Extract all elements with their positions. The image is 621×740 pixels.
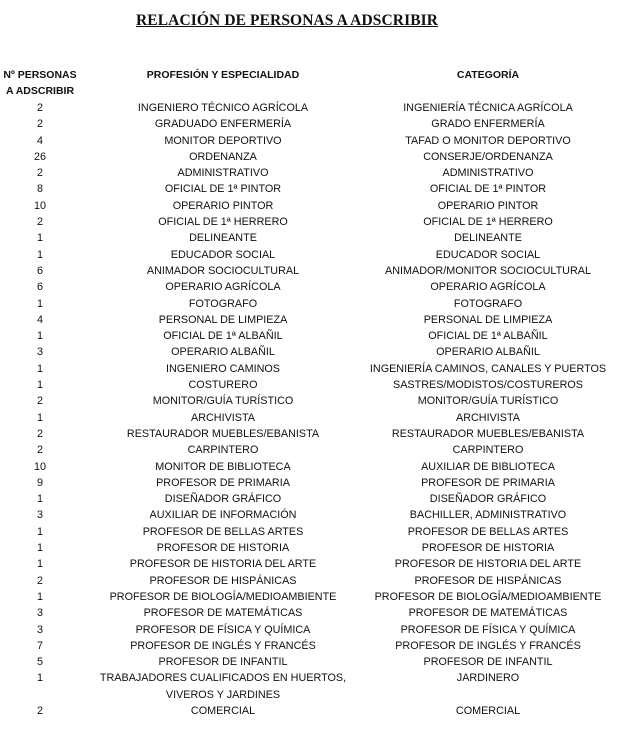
header-quantity [0, 67, 80, 99]
category-cell: PROFESOR DE BELLAS ARTES [407, 525, 569, 538]
profession-cell: ORDENANZA [189, 150, 257, 163]
profession-cell: PROFESOR DE HISTORIA DEL ARTE [129, 558, 317, 571]
header-quantity-line2: A ADSCRIBIR [5, 85, 75, 97]
category-cell: PROFESOR DE HISTORIA DEL ARTE [394, 558, 582, 571]
table-row [0, 654, 621, 670]
quantity-cell: 1 [36, 232, 43, 245]
table-row [0, 622, 621, 638]
category-cell: TAFAD O MONITOR DEPORTIVO [405, 134, 571, 147]
header-profession: PROFESIÓN Y ESPECIALIDAD [146, 69, 300, 81]
table-row [0, 703, 621, 719]
quantity-cell: 1 [36, 542, 43, 555]
table-row [0, 589, 621, 605]
table-row [0, 573, 621, 589]
quantity-cell: 2 [36, 395, 43, 408]
quantity-cell: 7 [36, 639, 43, 652]
table-row [0, 100, 621, 116]
category-cell: PROFESOR DE BIOLOGÍA/MEDIOAMBIENTE [374, 590, 602, 603]
profession-cell: OPERARIO ALBAÑIL [171, 346, 275, 359]
profession-cell: COSTURERO [188, 379, 258, 392]
profession-cell: PROFESOR DE BIOLOGÍA/MEDIOAMBIENTE [109, 590, 337, 603]
table-row [0, 116, 621, 132]
table-row [0, 181, 621, 197]
quantity-cell: 6 [36, 264, 43, 277]
quantity-cell: 9 [36, 476, 43, 489]
category-cell: EDUCADOR SOCIAL [435, 248, 541, 261]
table-row [0, 312, 621, 328]
quantity-cell: 2 [36, 427, 43, 440]
header-quantity-line1: Nº PERSONAS [3, 69, 77, 81]
table-row [0, 230, 621, 246]
profession-cell: DELINEANTE [189, 232, 257, 245]
profession-cell: INGENIERO CAMINOS [166, 362, 280, 375]
quantity-cell: 1 [36, 411, 43, 424]
profession-cell: EDUCADOR SOCIAL [170, 248, 276, 261]
quantity-cell: 10 [33, 199, 46, 212]
personnel-table [0, 100, 621, 719]
quantity-cell: 1 [36, 493, 43, 506]
table-row [0, 459, 621, 475]
category-cell: PROFESOR DE INFANTIL [423, 656, 553, 669]
quantity-cell: 1 [36, 590, 43, 603]
profession-cell: INGENIERO TÉCNICO AGRÍCOLA [137, 102, 309, 114]
category-cell: ADMINISTRATIVO [442, 167, 534, 180]
profession-cell: COMERCIAL [190, 704, 256, 717]
table-row [0, 296, 621, 312]
quantity-cell: 3 [36, 346, 43, 359]
category-cell: BACHILLER, ADMINISTRATIVO [409, 509, 567, 522]
profession-cell: TRABAJADORES CUALIFICADOS EN HUERTOS, VIVEROS Y JARDINES [99, 672, 347, 701]
category-cell: OPERARIO PINTOR [437, 199, 539, 212]
category-cell: PROFESOR DE FÍSICA Y QUÍMICA [400, 623, 576, 636]
table-row [0, 507, 621, 523]
profession-cell: MONITOR/GUÍA TURÍSTICO [152, 395, 294, 408]
quantity-cell: 2 [36, 118, 43, 131]
table-row [0, 524, 621, 540]
category-cell: GRADO ENFERMERÍA [431, 118, 545, 131]
quantity-cell: 2 [36, 216, 43, 229]
table-row [0, 540, 621, 556]
category-cell: OFICIAL DE 1ª HERRERO [423, 216, 553, 229]
document-title: RELACIÓN DE PERSONAS A ADSCRIBIR [136, 12, 439, 29]
category-cell: PROFESOR DE PRIMARIA [421, 476, 555, 489]
category-cell: PROFESOR DE HISPÁNICAS [414, 574, 562, 587]
category-cell: DELINEANTE [454, 232, 522, 245]
quantity-cell: 8 [36, 183, 43, 196]
profession-cell: PROFESOR DE PRIMARIA [156, 476, 290, 489]
table-row [0, 475, 621, 491]
profession-cell: OFICIAL DE 1ª HERRERO [158, 216, 288, 229]
category-cell: PERSONAL DE LIMPIEZA [423, 313, 553, 326]
profession-cell: PROFESOR DE INFANTIL [158, 656, 288, 669]
quantity-cell: 2 [36, 444, 43, 457]
profession-cell: OFICIAL DE 1ª PINTOR [164, 183, 282, 196]
category-cell: PROFESOR DE MATEMÁTICAS [408, 607, 568, 620]
category-cell: FOTOGRAFO [453, 297, 523, 310]
category-cell: JARDINERO [456, 672, 520, 685]
quantity-cell: 1 [36, 558, 43, 571]
profession-cell: PROFESOR DE INGLÉS Y FRANCÉS [130, 639, 316, 652]
quantity-cell: 10 [33, 460, 46, 473]
category-cell: DISEÑADOR GRÁFICO [429, 493, 547, 506]
table-row [0, 670, 621, 703]
table-row [0, 491, 621, 507]
profession-cell: PROFESOR DE HISPÁNICAS [149, 574, 297, 587]
table-row [0, 410, 621, 426]
profession-cell: PROFESOR DE BELLAS ARTES [142, 525, 304, 538]
table-row [0, 263, 621, 279]
profession-cell: OPERARIO AGRÍCOLA [165, 281, 281, 294]
profession-cell: ADMINISTRATIVO [177, 167, 269, 180]
table-row [0, 426, 621, 442]
table-row [0, 605, 621, 621]
profession-cell: PERSONAL DE LIMPIEZA [158, 313, 288, 326]
profession-cell: PROFESOR DE MATEMÁTICAS [143, 607, 303, 620]
table-row [0, 344, 621, 360]
category-cell: COMERCIAL [455, 704, 521, 717]
quantity-cell: 4 [36, 313, 43, 326]
quantity-cell: 3 [36, 509, 43, 522]
category-cell: CARPINTERO [452, 444, 524, 457]
profession-cell: RESTAURADOR MUEBLES/EBANISTA [126, 427, 320, 440]
table-row [0, 361, 621, 377]
quantity-cell: 2 [36, 704, 43, 717]
quantity-cell: 1 [36, 379, 43, 392]
quantity-cell: 3 [36, 623, 43, 636]
table-row [0, 393, 621, 409]
table-row [0, 328, 621, 344]
quantity-cell: 6 [36, 281, 43, 294]
category-cell: CONSERJE/ORDENANZA [423, 150, 553, 163]
profession-cell: ANIMADOR SOCIOCULTURAL [146, 264, 300, 277]
table-row [0, 247, 621, 263]
profession-cell: GRADUADO ENFERMERÍA [154, 118, 292, 131]
profession-cell: PROFESOR DE HISTORIA [156, 542, 290, 555]
profession-cell: CARPINTERO [187, 444, 259, 457]
profession-cell: FOTOGRAFO [188, 297, 258, 310]
table-row [0, 133, 621, 149]
header-category: CATEGORÍA [456, 69, 520, 81]
category-cell: AUXILIAR DE BIBLIOTECA [421, 460, 555, 473]
quantity-cell: 2 [36, 167, 43, 180]
quantity-cell: 1 [36, 672, 43, 685]
table-row [0, 442, 621, 458]
category-cell: OFICIAL DE 1ª ALBAÑIL [428, 330, 548, 343]
category-cell: INGENIERÍA CAMINOS, CANALES Y PUERTOS [369, 362, 607, 375]
category-cell: SASTRES/MODISTOS/COSTUREROS [393, 379, 583, 392]
table-row [0, 377, 621, 393]
category-cell: OFICIAL DE 1ª PINTOR [429, 183, 547, 196]
category-cell: ANIMADOR/MONITOR SOCIOCULTURAL [385, 264, 591, 277]
quantity-cell: 2 [36, 574, 43, 587]
category-cell: MONITOR/GUÍA TURÍSTICO [417, 395, 559, 408]
quantity-cell: 1 [36, 297, 43, 310]
category-cell: RESTAURADOR MUEBLES/EBANISTA [391, 427, 585, 440]
quantity-cell: 26 [33, 150, 46, 163]
category-cell: PROFESOR DE HISTORIA [421, 542, 555, 555]
quantity-cell: 5 [36, 656, 43, 669]
quantity-cell: 1 [36, 248, 43, 261]
category-cell: OPERARIO AGRÍCOLA [430, 281, 546, 294]
profession-cell: OPERARIO PINTOR [172, 199, 274, 212]
profession-cell: AUXILIAR DE INFORMACIÓN [149, 509, 297, 522]
profession-cell: MONITOR DEPORTIVO [164, 134, 282, 147]
table-row [0, 198, 621, 214]
profession-cell: ARCHIVISTA [191, 411, 255, 424]
profession-cell: MONITOR DE BIBLIOTECA [155, 460, 291, 473]
quantity-cell: 2 [36, 102, 43, 114]
category-cell: INGENIERÍA TÉCNICA AGRÍCOLA [403, 102, 573, 114]
category-cell: ARCHIVISTA [456, 411, 520, 424]
table-row [0, 279, 621, 295]
profession-cell: OFICIAL DE 1ª ALBAÑIL [163, 330, 283, 343]
quantity-cell: 3 [36, 607, 43, 620]
table-row [0, 165, 621, 181]
table-row [0, 638, 621, 654]
table-row [0, 556, 621, 572]
category-cell: PROFESOR DE INGLÉS Y FRANCÉS [395, 639, 581, 652]
table-row [0, 149, 621, 165]
profession-cell: DISEÑADOR GRÁFICO [164, 493, 282, 506]
quantity-cell: 1 [36, 330, 43, 343]
profession-cell: PROFESOR DE FÍSICA Y QUÍMICA [135, 623, 311, 636]
table-row [0, 214, 621, 230]
quantity-cell: 4 [36, 134, 43, 147]
quantity-cell: 1 [36, 362, 43, 375]
category-cell: OPERARIO ALBAÑIL [436, 346, 540, 359]
quantity-cell: 1 [36, 525, 43, 538]
